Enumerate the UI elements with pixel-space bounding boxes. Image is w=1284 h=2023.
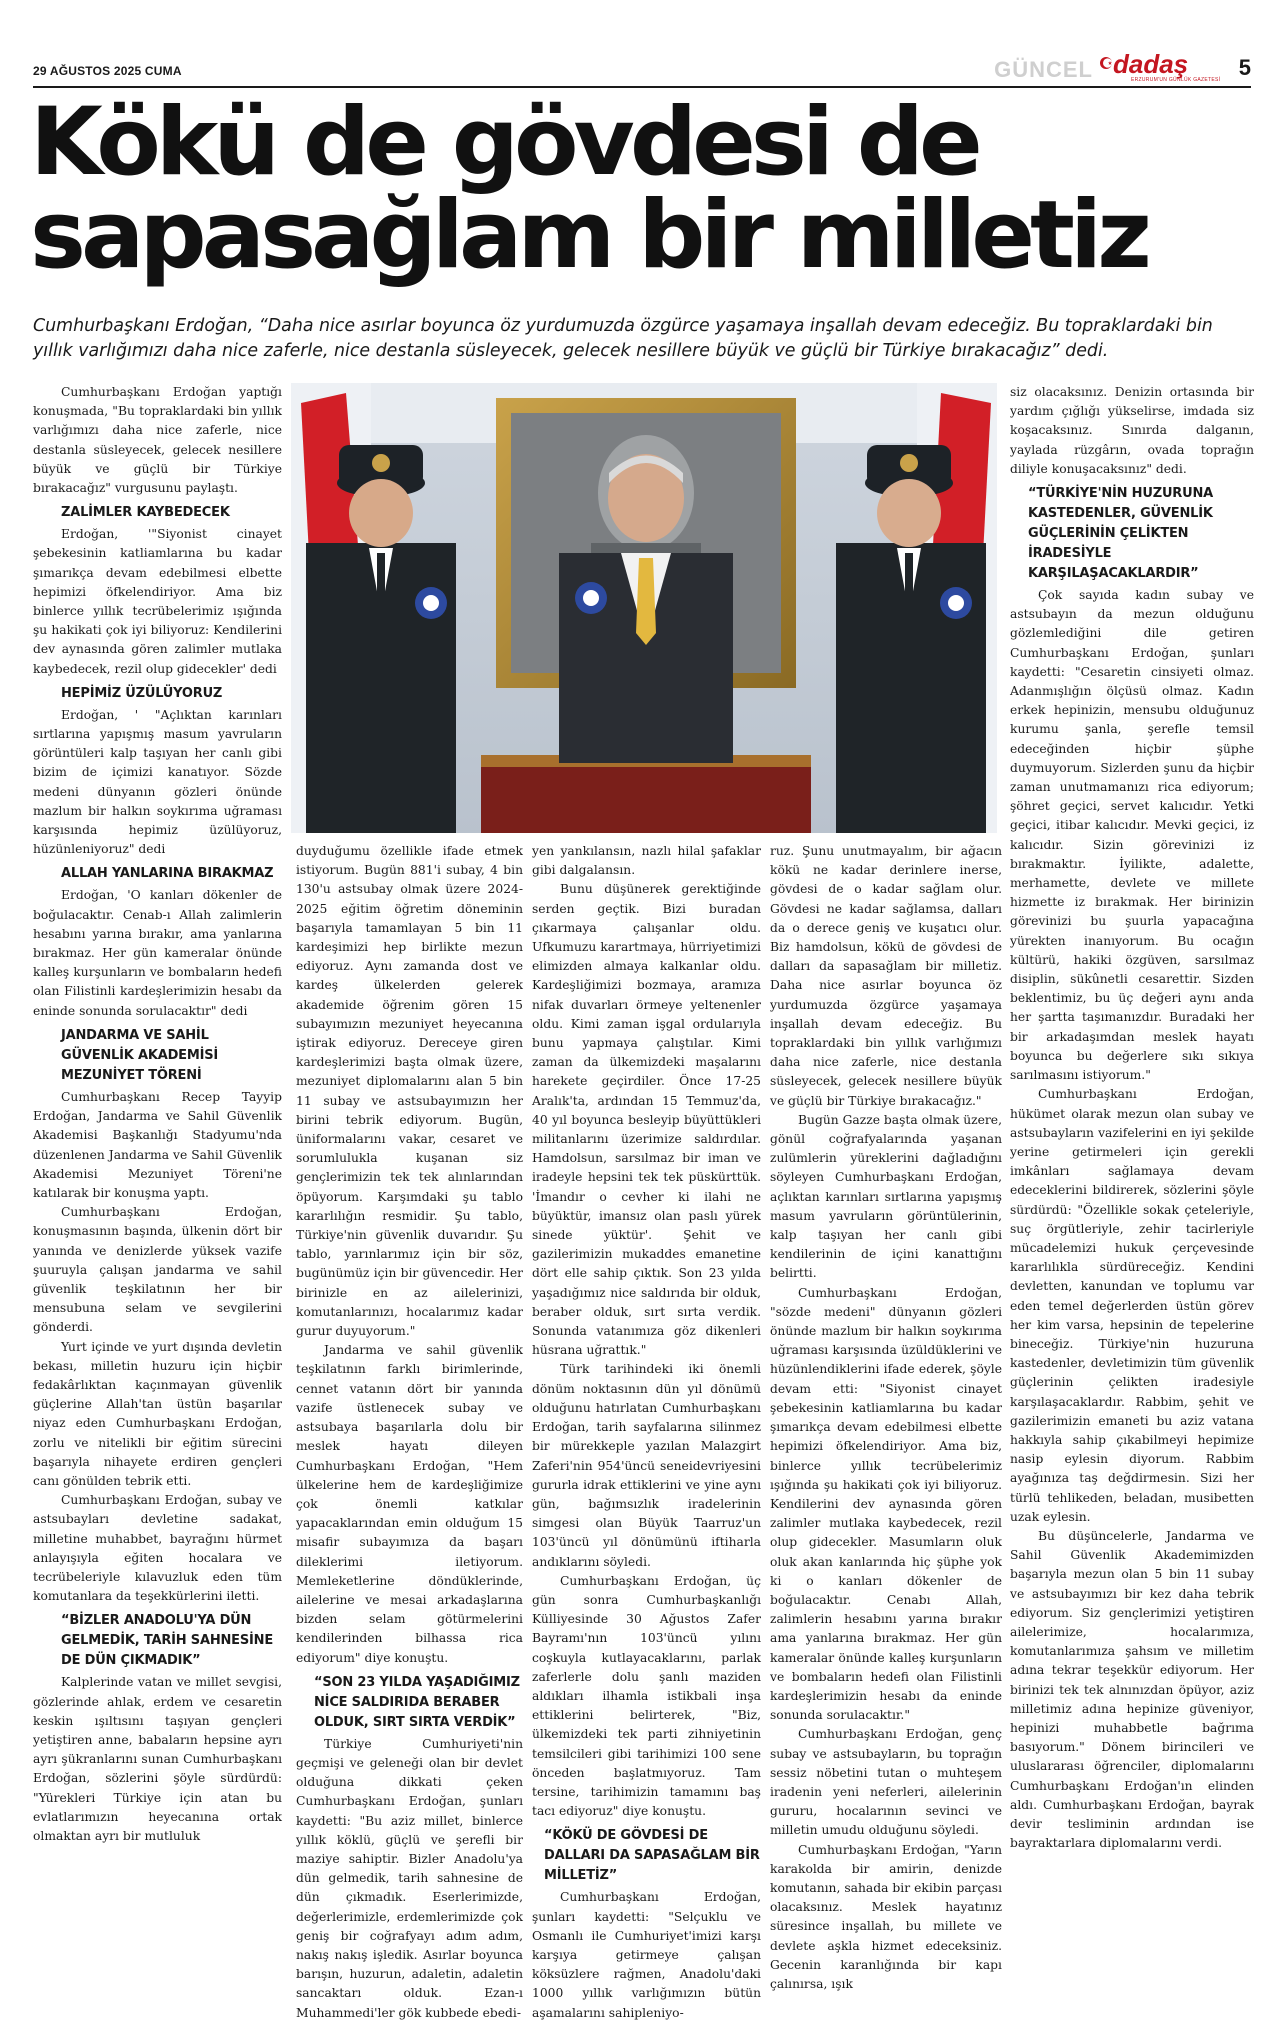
masthead [33,49,1251,88]
paragraph: Bugün Gazze başta olmak üzere, gönül coğrafyalarında yaşanan zulümlerin yüreklerini dağladığını söyleyen Cumhurbaşkanı Erdoğan, açlıktan karınları sırtlarına yapışmış masum yavruların görüntülerinin, kalp taşıyan her canlı gibi kendilerinin de içini kanattığını belirtti. [770,1112,1002,1281]
paragraph: Erdoğan, 'O kanları dökenler de boğulacaktır. Cenab-ı Allah zalimlerin hesabını yarına bırakır, ama yanlarına bırakmaz. Her gün kameralar önünde kalleş kurşunların ve bombaların hedefi olan Filistinli kardeşlerimizin hesabı da eninde sonunda sorulacaktır" dedi [33,888,282,1018]
section-label: GÜNCEL [994,57,1093,82]
paragraph: Bunu düşünerek gerektiğinde serden geçtik. Bizi buradan çıkarmaya çalışanlar oldu. Ufkumuzu karartmaya, hürriyetimizi elimizden almaya kalkanlar oldu. Kardeşliğimizi bozmaya, aramıza nifak duvarları örmeye yeltenenler oldu. Kimi zaman işgal ordularıyla bunu yapmaya çalıştılar. Kimi zaman da ülkemizdeki maşalarını harekete geçirdiler. Önce 17-25 Aralık'ta, ardından 15 Temmuz'da, 40 yıl boyunca besleyip büyüttükleri militanlarını üzerimize saldırdılar. Hamdolsun, sarsılmaz bir iman ve iradeyle hepsini tek tek püskürttük. 'İmandır o cevher ki ilahi ne büyüktür, imansız olan paslı yürek sinede yüktür'. Şehit ve gazilerimizin mukaddes emanetine dört elle sahip çıktık. Son 23 yılda yaşadığımız nice saldırıda bir olduk, beraber olduk, sırt sırta verdik. Sonunda vatanımıza göz dikenleri hüsrana uğrattık." [532,882,761,1358]
headline-line-1: Kökü de gövdesi de [30,88,978,197]
subheading: “BİZLER ANADOLU'YA DÜN GELMEDİK, TARİH SAHNESİNE DE DÜN ÇIKMADIK” [61,1613,274,1669]
paragraph: Cumhurbaşkanı Erdoğan, "Yarın karakolda bir amirin, denizde komutanın, sahada bir ekibin parçası olacaksınız. Meslek hayatınız süresince inşallah, bu millete ve devlete aşkla hizmet edeceksiniz. Gecenin karanlığında bir kapı çalınırsa, ışık [770,1842,1002,1991]
paragraph: Cumhurbaşkanı Erdoğan yaptığı konuşmada, "Bu topraklardaki bin yıllık varlığımızı daha nice zaferle, nice destanla süsleyecek, gelecek nesillere büyük ve güçlü bir Türkiye bırakacağız" vurgusunu paylaştı. [33,385,282,496]
paragraph: Cumhurbaşkanı Erdoğan, konuşmasının başında, ülkenin dört bir yanında ve denizlerde yüksek vazife şuuruyla çalışan jandarma ve sahil güvenlik teşkilatının her bir mensubuna selam ve sevgilerini gönderdi. [33,1205,282,1335]
logo-wordmark: dadaş [1113,49,1189,79]
paragraph: Jandarma ve sahil güvenlik teşkilatının farklı birimlerinde, cennet vatanın dört bir yanında vazife üstlenecek subay ve astsubaya başarılarla dolu bir meslek hayatı dileyen Cumhurbaşkanı Erdoğan, "Hem ülkelerine hem de kardeşliğimize çok önemli katkılar yapacaklarından emin olduğum 15 misafir subayımıza da başarı dileklerimi iletiyorum. Memleketlerine döndüklerinde, ailelerine ve mesai arkadaşlarına bizden selam götürmelerini kendilerinden bilhassa rica ediyorum" diye konuştu. [296,1343,523,1665]
paragraph: Cumhurbaşkanı Erdoğan, şunları kaydetti: "Selçuklu ve Osmanlı ile Cumhuriyet'imizi karşı karşıya getirmeye çalışan köksüzlere rağmen, Anadolu'daki 1000 yıllık varlığımızın bütün aşamalarını sahipleniyo- [532,1890,761,2020]
article-column-5 [1010,383,1254,1970]
article-column-3 [532,842,761,2020]
deck-summary: Cumhurbaşkanı Erdoğan, “Daha nice asırlar boyunca öz yurdumuzda özgürce yaşamaya inşallah devam edeceğiz. Bu topraklardaki bin yıllık varlığımızı daha nice zaferle, nice destanla süsleyecek, gelecek nesillere büyük ve güçlü bir Türkiye bırakacağız” dedi. [33,316,1213,361]
subheading: ALLAH YANLARINA BIRAKMAZ [61,866,274,882]
paragraph: Cumhurbaşkanı Erdoğan, "sözde medeni" dünyanın gözleri önünde mazlum bir halkın soykırıma uğraması karşısında üzüldüklerini ve hüzünlendiklerini ifade ederek, şöyle devam etti: "Siyonist cinayet şebekesinin katliamlarına bu kadar şımarıkça devam edebilmesi elbette hepimizi öfkelendiriyor. Ama biz, binlerce yıllık tecrübelerimiz ışığında şu hakikati çok iyi biliyoruz. Kendilerini dev aynasında gören zalimler mutlaka kaybedecek, rezil olup gidecekler. Masumların oluk oluk akan kanlarında hiç şüphe yok ki o kanları dökenler de boğulacaktır. Cenabı Allah, zalimlerin hesabını yarına bırakır ama yanlarına bırakmaz. Her gün kameralar önünde kalleş kurşunların ve bombaların hedefi olan Filistinli kardeşlerimizin hesabı da eninde sonunda sorulacaktır." [770,1285,1002,1723]
paragraph: Cumhurbaşkanı Erdoğan, genç subay ve astsubayların, bu toprağın sessiz nöbetini tutan o muhteşem iradenin yeni neferleri, ailelerinin gururu, hocalarının sevinci ve milletin umudu olduğunu söyledi. [770,1727,1002,1838]
paragraph: Kalplerinde vatan ve millet sevgisi, gözlerinde ahlak, erdem ve cesaretin keskin ışıltısını taşıyan gençleri yetiştiren anne, babaların hepsine ayrı ayrı şükranlarını sunan Cumhurbaşkanı Erdoğan, sözlerini şöyle sürdürdü: "Yürekleri Türkiye için atan bu evlatlarımızın heyecanına ortak olmaktan ayrı bir mutluluk [33,1675,282,1843]
paragraph: Cumhurbaşkanı Erdoğan, üç gün sonra Cumhurbaşkanlığı Külliyesinde 30 Ağustos Zafer Bayramı'nın 103'üncü yılını coşkuyla kutlayacaklarını, parlak zaferlerle dolu şanlı maziden aldıkları ilhamla istikbali inşa ettiklerini belirterek, "Biz, ülkemizdeki tek parti zihniyetinin temsilcileri gibi tarihimizi 100 sene önceden başlatmıyoruz. Tam tersine, tarihimizin tamamını baş tacı ediyoruz" diye konuştu. [532,1573,761,1819]
subheading: “KÖKÜ DE GÖVDESİ DE DALLARI DA SAPASAĞLAM BİR MİLLETİZ” [544,1828,760,1884]
subheading: HEPİMİZ ÜZÜLÜYORUZ [61,685,223,701]
crescent-star-icon [1099,56,1113,70]
paragraph: Türk tarihindeki iki önemli dönüm noktasının dün yıl dönümü olduğunu hatırlatan Cumhurbaşkanı Erdoğan, tarih sayfalarına silinmez bir mürekkeple yazılan Malazgirt Zaferi'nin 954'üncü seneidevriyesini gururla idrak ettiklerini ve yine aynı gün, bağımsızlık iradelerinin simgesi olan Büyük Taarruz'un 103'üncü yıl dönümünü iftiharla andıklarını söyledi. [532,1362,761,1569]
paragraph: siz olacaksınız. Denizin ortasında bir yardım çığlığı yükselirse, imdada siz koşacaksınız. Sınırda dalganın, yaylada rüzgârın, ovada toprağın diliyle konuşacaksınız" dedi. [1010,385,1254,476]
ceremony-photo [291,383,997,833]
headline-line-2: sapasağlam bir milletiz [30,181,1147,290]
headline [30,88,1260,290]
paragraph: Cumhurbaşkanı Recep Tayyip Erdoğan, Jandarma ve Sahil Güvenlik Akademisi Başkanlığı Stadyumu'nda düzenlenen Jandarma ve Sahil Güvenlik Akademisi Mezuniyet Töreni'ne katılarak bir konuşma yaptı. [33,1089,282,1200]
paragraph: Cumhurbaşkanı Erdoğan, subay ve astsubayları devletine sadakat, milletine muhabbet, bayrağını hürmet anlayışıyla eğiten hocalara ve tecrübeleriyle kılavuzluk eden tüm komutanlara da teşekkürlerini iletti. [33,1493,282,1604]
issue-date: 29 AĞUSTOS 2025 CUMA [33,64,182,78]
article-column-4 [770,842,1002,1991]
paragraph: Cumhurbaşkanı Erdoğan, hükümet olarak mezun olan subay ve astsubayların vazifelerini en iyi şekilde yerine getirmeleri için gerekli imkânları sağlamaya devam edeceklerini bildirerek, sözlerini şöyle sürdürdü: "Özellikle sokak çeteleriyle, suç örgütleriyle, zehir tacirleriyle mücadelemizi hukuk çerçevesinde kararlılıkla sürdüreceğiz. Kendini devletten, kanundan ve toplumu var eden temel değerlerden üstün görev her kim varsa, hepsinin de tepelerine bineceğiz. Türkiye'nin huzuruna kastedenler, devletimizin tüm güvenlik güçlerinin çelikten iradesiyle karşılaşacaklardır. Rabbim, şehit ve gazilerimizin emaneti bu aziz vatana hakkıyla sahip çıkabilmeyi hepimize nasip eylesin diyorum. Rabbim ayağınıza taş değdirmesin. Sizi her türlü tehlikeden, beladan, musibetten uzak eylesin. [1010,1087,1254,1524]
newspaper-logo [1099,49,1221,83]
paragraph: duyduğumu özellikle ifade etmek istiyorum. Bugün 881'i subay, 4 bin 130'u astsubay olmak üzere 2024-2025 eğitim öğretim döneminin başarıyla tamamlayan 5 bin 11 kardeşimizi hep birlikte mezun ediyoruz. Aynı zamanda dost ve kardeş ülkelerden gelerek akademide öğrenim gören 15 subayımızın mezuniyet heyecanına iştirak ediyoruz. Dereceye giren kardeşlerimizi başta olmak üzere, mezuniyet diplomalarını alan 5 bin 11 subay ve astsubayımızın her birini tebrik ediyorum. Bugün, üniformalarını vakar, cesaret ve sorumlulukla kuşanan siz gençlerimizin tek tek alınlarından öpüyorum. Karşımdaki şu tablo kararlılığın resmidir. Şu tablo, Türkiye'nin güvenlik duvarıdır. Şu tablo, yarınlarımız için bir söz, bugünümüz için bir güvencedir. Her birinizle en az ailelerinizi, komutanlarınızı, hocalarımız kadar gurur duyuyorum." [296,844,523,1339]
ceremony-photo-illustration [291,383,997,833]
paragraph: yen yankılansın, nazlı hilal şafaklar gibi dalgalansın. [532,844,761,878]
paragraph: Bu düşüncelerle, Jandarma ve Sahil Güvenlik Akademimizden başarıyla mezun olan 5 bin 11 subay ve astsubayımızı bir kez daha tebrik ediyorum. Siz gençlerimizi yetiştiren ailelerimize, hocalarımıza, komutanlarımıza şahsım ve milletim adına tekrar teşekkür ediyorum. Her birinizi tek tek alnınızdan öpüyor, aziz milletimiz adına hepinize güveniyor, hepinizi muhabbetle bağrıma basıyorum." Dönem birincileri ve uluslararası öğrenciler, diplomalarını Cumhurbaşkanı Erdoğan'ın elinden aldı. Cumhurbaşkanı Erdoğan, bayrak devir tesliminin ardından ise bayraktarlara diplomalarını verdi. [1010,1528,1254,1851]
paragraph: Erdoğan, '"Siyonist cinayet şebekesinin katliamlarına bu kadar şımarıkça devam edebilmesi elbette hepimizi öfkelendiriyor. Ama biz binlerce yıllık tecrübelerimiz ışığında şu hakikati çok iyi biliyoruz: Kendilerini dev aynasında gören zalimler mutlaka kaybedecek, rezil olup gidecekler' dedi [33,527,282,676]
article-column-1 [33,383,282,1970]
subheading: ZALİMLER KAYBEDECEK [61,505,230,521]
paragraph: Yurt içinde ve yurt dışında devletin bekası, milletin huzuru için hiçbir fedakârlıktan kaçınmayan güvenlik güçlerine Allah'tan üstün başarılar niyaz eden Cumhurbaşkanı Erdoğan, zorlu ve nitelikli bir eğitim sürecini başarıyla nihayete erdiren gençleri canı gönülden tebrik etti. [33,1339,282,1488]
subheading: “TÜRKİYE'NİN HUZURUNA KASTEDENLER, GÜVENLİK GÜÇLERİNİN ÇELİKTEN İRADESİYLE KARŞILAŞACAKLARDIR” [1028,486,1214,582]
page-number: 5 [1238,55,1251,80]
paragraph: Çok sayıda kadın subay ve astsubayın da mezun olduğunu gözlemlediğini dile getiren Cumhurbaşkanı Erdoğan, şunları kaydetti: "Cesaretin cinsiyeti olmaz. Adanmışlığın ölçüsü olmaz. Kadın erkek hepinizin, mensubu olduğunuz kurumu şanla, şerefle temsil edeceğinden hiçbir şüphe duymuyorum. Sizlerden şunu da hiçbir zaman unutmamanızı rica ediyorum; şöhret geçici, servet kalıcıdır. Yetki geçici, itibar kalıcıdır. Mevki geçici, iz kalıcıdır. Sizin görevinizi iz bırakmaktır. İyilikte, adalette, merhamette, devlete ve millete hizmette iz bırakmak. Her birinizin görevinizi bu şuurla yapacağına yürekten inanıyorum. Bu ocağın kültürü, hakiki özgüven, sarsılmaz disiplin, sükûnetli cesarettir. Sizden beklentimiz, bu üç değeri aynı anda her şartta taşımanızdır. Buradaki her bir arkadaşımdan meslek hayatı boyunca bu değerlere sıkı sıkıya sarılmasını istiyorum." [1010,588,1254,1083]
article-column-2 [296,842,523,2020]
paragraph: ruz. Şunu unutmayalım, bir ağacın kökü ne kadar derinlere inerse, gövdesi de o kadar sağlam olur. Gövdesi ne kadar sağlamsa, dalları da o derece geniş ve kuşatıcı olur. Biz hamdolsun, kökü de gövdesi de dalları da sapasağlam bir milletiz. Daha nice asırlar boyunca öz yurdumuzda özgürce yaşamaya inşallah devam edeceğiz. Bu topraklardaki bin yıllık varlığımızı daha nice zaferle, nice destanla süsleyecek, gelecek nesillere büyük ve güçlü bir Türkiye bırakacağız." [770,844,1002,1108]
subheading: JANDARMA VE SAHİL GÜVENLİK AKADEMİSİ MEZUNİYET TÖRENİ [61,1027,219,1083]
subheading: “SON 23 YILDA YAŞADIĞIMIZ NİCE SALDIRIDA BERABER OLDUK, SIRT SIRTA VERDİK” [314,1674,520,1730]
paragraph: Erdoğan, ' "Açlıktan karınları sırtlarına yapışmış masum yavruların görüntüleri kalp taşıyan her canlı gibi bizim de içimizi kanatıyor. Sözde medeni dünyanın gözleri önünde mazlum bir halkın soykırıma uğraması karşısında hepimiz üzülüyoruz, hüzünleniyoruz" dedi [33,707,282,857]
logo-tagline: ERZURUM'UN GÜNLÜK GAZETESİ [1131,77,1221,83]
paragraph: Türkiye Cumhuriyeti'nin geçmişi ve geleneği olan bir devlet olduğuna dikkati çeken Cumhurbaşkanı Erdoğan, şunları kaydetti: "Bu aziz millet, binlerce yıllık köklü, güçlü ve şerefli bir maziye sahiptir. Bizler Anadolu'ya dün gelmedik, tarih sahnesine de dün çıkmadık. Eserlerimizde, değerlerimizle, erdemlerimizde çok geniş bir coğrafyayı adım adım, nakış nakış işledik. Asırlar boyunca barışın, huzurun, adaletin, adaletin sancaktarı olduk. Ezan-ı Muhammedi'ler gök kubbede ebedi- [296,1736,523,2020]
